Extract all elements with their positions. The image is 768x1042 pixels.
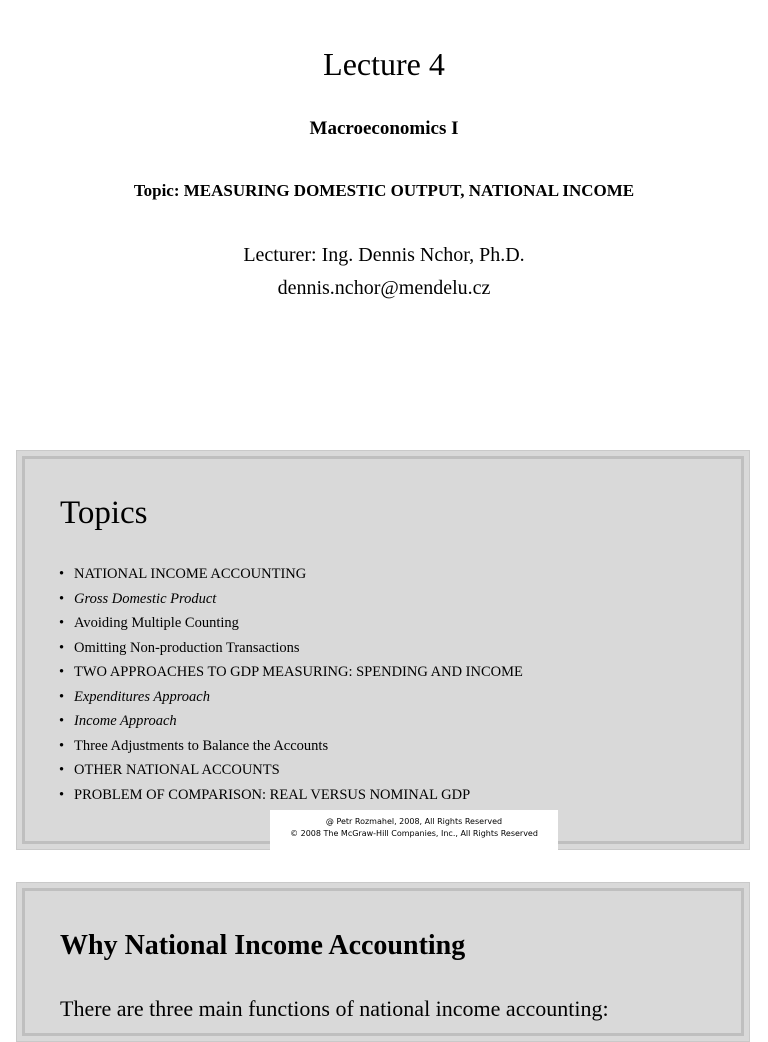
bullet-icon: • [59,786,65,803]
title-page [0,0,768,440]
bullet-icon: • [59,639,65,656]
topic-item-label: Avoiding Multiple Counting [74,615,239,631]
topic-item [59,636,523,661]
slide-heading: Topics [60,495,148,531]
lecturer-name: Lecturer: Ing. Dennis Nchor, Ph.D. [243,244,525,266]
bullet-icon: • [59,566,65,582]
copyright-line: © 2008 The McGraw-Hill Companies, Inc., All Rights Reserved [290,829,538,838]
topic-item [59,685,523,710]
topic-item [59,758,523,783]
course-name: Macroeconomics I [309,118,459,139]
topic-item-label: Income Approach [74,713,177,729]
topic-item-label: TWO APPROACHES TO GDP MEASURING: SPENDING AND INCOME [74,664,523,680]
topic-item [59,587,523,612]
bullet-icon: • [59,713,65,729]
lecture-topic: Topic: MEASURING DOMESTIC OUTPUT, NATIONAL INCOME [133,181,635,200]
slide-intro-text: There are three main functions of national income accounting: [60,996,609,1021]
topic-item-label: Expenditures Approach [74,688,210,705]
bullet-icon: • [59,762,65,778]
bullet-icon: • [59,664,65,680]
topic-item [59,783,523,808]
why-national-income-slide [16,882,750,1042]
bullet-icon: • [59,737,65,754]
topics-slide [16,450,750,850]
lecture-title: Lecture 4 [323,46,445,82]
topics-list [59,562,523,807]
copyright-line: @ Petr Rozmahel, 2008, All Rights Reserved [325,817,503,826]
topic-item [59,709,523,734]
topic-item-label: NATIONAL INCOME ACCOUNTING [74,566,307,582]
bullet-icon: • [59,615,65,631]
topic-item-label: Three Adjustments to Balance the Accounts [74,737,329,754]
slide-heading: Why National Income Accounting [60,930,466,961]
topic-item-label: Gross Domestic Product [74,590,217,607]
lecturer-email: dennis.nchor@mendelu.cz [277,277,491,299]
topic-item-label: PROBLEM OF COMPARISON: REAL VERSUS NOMINAL GDP [74,786,471,803]
bullet-icon: • [59,590,65,607]
topic-item [59,734,523,759]
topic-item-label: Omitting Non-production Transactions [74,639,300,656]
topic-item [59,611,523,636]
topic-item [59,562,523,587]
topic-item [59,660,523,685]
copyright-notice [270,810,558,850]
bullet-icon: • [59,688,65,705]
topic-item-label: OTHER NATIONAL ACCOUNTS [74,762,280,778]
